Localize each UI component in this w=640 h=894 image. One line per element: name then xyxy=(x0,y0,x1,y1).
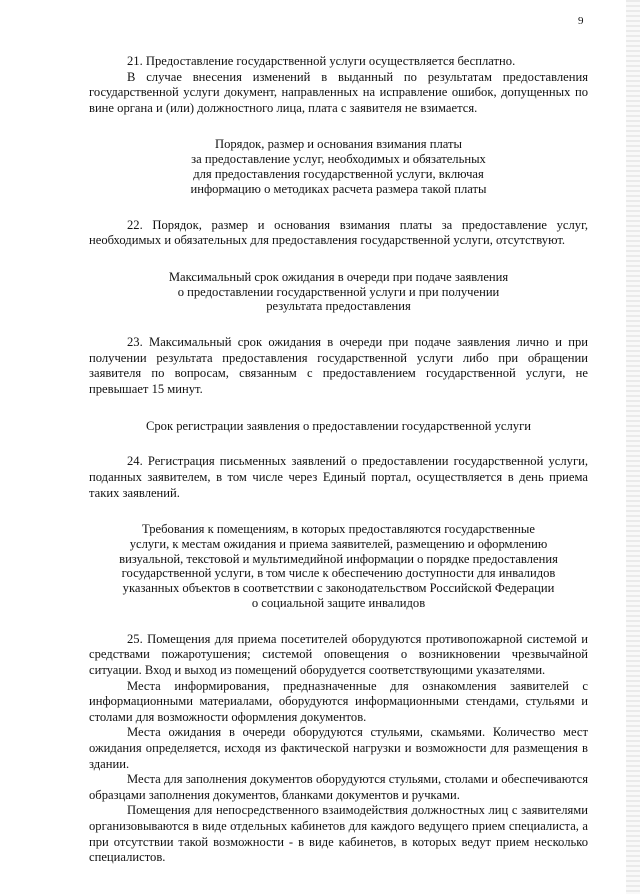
heading-line: визуальной, текстовой и мультимедийной информации о порядке предоставления xyxy=(119,551,558,566)
heading-line: результата предоставления xyxy=(266,299,411,314)
paragraph-25-info-places: Места информирования, предназначенные для ознакомления заявителей с информационными материалами, оборудуются информационными стендами, стульями и столами для возможности оформления документов. xyxy=(89,678,588,724)
heading-line: государственной услуги, в том числе к обеспечению доступности для инвалидов xyxy=(121,566,556,581)
document-body xyxy=(89,54,588,866)
paragraph-22: 22. Порядок, размер и основания взимания платы за предоставление услуг, необходимых и обязательных для предоставления государственной услуги, отсутствуют. xyxy=(89,217,588,248)
heading-fee-procedure xyxy=(89,137,588,196)
paragraph-25: 25. Помещения для приема посетителей оборудуются противопожарной системой и средствами пожаротушения; системой оповещения о возникновении чрезвычайной ситуации. Вход и выход из помещений оборудуется соответствующими указателями. xyxy=(89,631,588,678)
paragraph-25-form-places: Места для заполнения документов оборудуются стульями, столами и обеспечиваются образцами заполнения документов, бланками документов и ручками. xyxy=(89,772,588,802)
heading-line: о предоставлении государственной услуги и при получении xyxy=(177,284,500,299)
scan-edge-artifact xyxy=(626,0,640,894)
heading-queue-time xyxy=(89,270,588,314)
paragraph-21: 21. Предоставление государственной услуги осуществляется бесплатно. xyxy=(127,54,516,68)
heading-premises-requirements xyxy=(89,522,588,611)
heading-line: Максимальный срок ожидания в очереди при подаче заявления xyxy=(168,269,509,284)
heading-line: для предоставления государственной услуги, включая xyxy=(193,166,484,181)
heading-line: Порядок, размер и основания взимания платы xyxy=(214,137,462,152)
heading-line: услуги, к местам ожидания и приема заявителей, размещению и оформлению xyxy=(129,536,548,551)
paragraph-25-offices: Помещения для непосредственного взаимодействия должностных лиц с заявителями организовываются в виде отдельных кабинетов для каждого ведущего прием специалиста, а при отсутствии такой возможности - в виде кабинетов, в которых ведут прием несколько специалистов. xyxy=(89,803,588,865)
paragraph-23: 23. Максимальный срок ожидания в очереди при подаче заявления лично и при получении результата предоставления государственной услуги либо при обращении заявителя по вопросам, связанным с предоставлением государственной услуги, не превышает 15 минут. xyxy=(89,335,588,396)
paragraph-24: 24. Регистрация письменных заявлений о предоставлении государственной услуги, поданных заявителем, в том числе через Единый портал, осуществляется в день приема таких заявлений. xyxy=(89,454,588,500)
heading-line: за предоставление услуг, необходимых и обязательных xyxy=(191,152,486,167)
heading-line: о социальной защите инвалидов xyxy=(251,596,426,611)
page-number: 9 xyxy=(578,15,584,27)
paragraph-21-fee-note: В случае внесения изменений в выданный по результатам предоставления государственной услуги документ, направленных на исправление ошибок, допущенных по вине органа и (или) должностного лица, плата с заявителя не взимается. xyxy=(89,69,588,115)
heading-line: Требования к помещениям, в которых предоставляются государственные xyxy=(142,522,535,537)
heading-line: информацию о методиках расчета размера такой платы xyxy=(190,181,487,196)
paragraph-25-waiting-places: Места ожидания в очереди оборудуются стульями, скамьями. Количество мест ожидания определяется, исходя из фактической нагрузки и возможности для размещения в здании. xyxy=(89,725,588,771)
heading-registration-time: Срок регистрации заявления о предоставлении государственной услуги xyxy=(145,418,532,433)
heading-line: указанных объектов в соответствии с законодательством Российской Федерации xyxy=(122,581,555,596)
